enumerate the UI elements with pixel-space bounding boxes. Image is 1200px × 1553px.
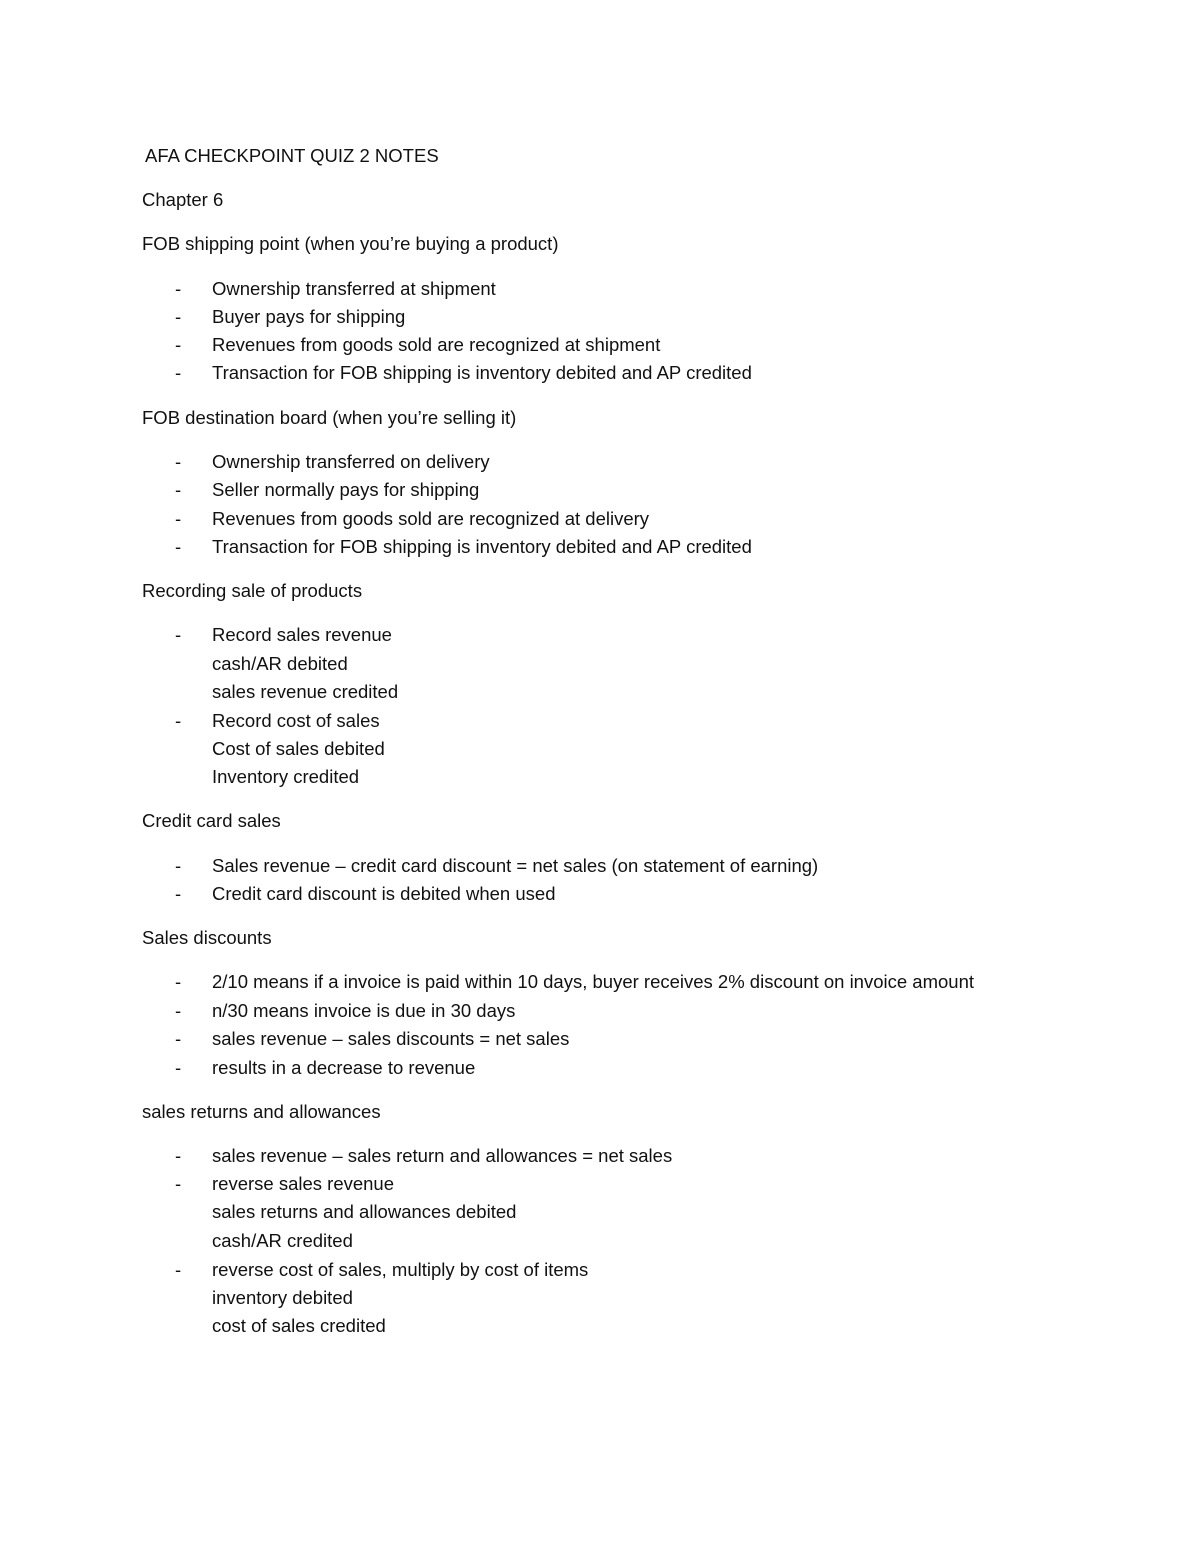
list-item: Transaction for FOB shipping is inventory debited and AP credited bbox=[212, 536, 752, 557]
bullet-dash: - bbox=[175, 1028, 182, 1049]
section-heading-sales-discounts: Sales discounts bbox=[142, 927, 272, 948]
chapter-heading: Chapter 6 bbox=[142, 189, 224, 210]
list-item-continuation: inventory debited bbox=[212, 1287, 353, 1308]
bullet-dash: - bbox=[175, 362, 182, 383]
list-item-continuation: cost of sales credited bbox=[212, 1315, 386, 1336]
bullet-dash: - bbox=[175, 334, 182, 355]
bullet-dash: - bbox=[175, 883, 182, 904]
list-item: Revenues from goods sold are recognized at shipment bbox=[212, 334, 661, 355]
section-heading-credit-card-sales: Credit card sales bbox=[142, 810, 281, 831]
bullet-dash: - bbox=[175, 278, 182, 299]
bullet-dash: - bbox=[175, 1173, 182, 1194]
list-item-continuation: cash/AR debited bbox=[212, 653, 348, 674]
list-item-continuation: Cost of sales debited bbox=[212, 738, 385, 759]
bullet-dash: - bbox=[175, 855, 182, 876]
list-item: sales revenue – sales discounts = net sales bbox=[212, 1028, 570, 1049]
bullet-dash: - bbox=[175, 971, 182, 992]
bullet-dash: - bbox=[175, 536, 182, 557]
list-item: Revenues from goods sold are recognized at delivery bbox=[212, 508, 650, 529]
list-item: Ownership transferred at shipment bbox=[212, 278, 496, 299]
bullet-dash: - bbox=[175, 1145, 182, 1166]
list-item: n/30 means invoice is due in 30 days bbox=[212, 1000, 516, 1021]
bullet-dash: - bbox=[175, 306, 182, 327]
list-item: sales revenue – sales return and allowances = net sales bbox=[212, 1145, 673, 1166]
section-heading-sales-returns: sales returns and allowances bbox=[142, 1101, 381, 1122]
list-item-continuation: sales returns and allowances debited bbox=[212, 1201, 517, 1222]
bullet-dash: - bbox=[175, 508, 182, 529]
document-title: AFA CHECKPOINT QUIZ 2 NOTES bbox=[145, 145, 439, 166]
list-item: Buyer pays for shipping bbox=[212, 306, 406, 327]
list-item: reverse sales revenue bbox=[212, 1173, 395, 1194]
bullet-dash: - bbox=[175, 1000, 182, 1021]
bullet-dash: - bbox=[175, 1057, 182, 1078]
list-item-continuation: cash/AR credited bbox=[212, 1230, 353, 1251]
list-item: Sales revenue – credit card discount = net sales (on statement of earning) bbox=[212, 855, 819, 876]
bullet-dash: - bbox=[175, 451, 182, 472]
list-item: Seller normally pays for shipping bbox=[212, 479, 480, 500]
bullet-dash: - bbox=[175, 710, 182, 731]
list-item: Transaction for FOB shipping is inventory debited and AP credited bbox=[212, 362, 752, 383]
section-heading-fob-destination: FOB destination board (when you’re selling it) bbox=[142, 407, 517, 428]
list-item: Ownership transferred on delivery bbox=[212, 451, 490, 472]
bullet-dash: - bbox=[175, 624, 182, 645]
list-item-continuation: Inventory credited bbox=[212, 766, 360, 787]
bullet-dash: - bbox=[175, 1259, 182, 1280]
list-item: Credit card discount is debited when used bbox=[212, 883, 556, 904]
list-item: Record sales revenue bbox=[212, 624, 392, 645]
list-item: Record cost of sales bbox=[212, 710, 380, 731]
list-item: 2/10 means if a invoice is paid within 10 days, buyer receives 2% discount on invoice amount bbox=[212, 971, 975, 992]
list-item-continuation: sales revenue credited bbox=[212, 681, 399, 702]
section-heading-recording-sale: Recording sale of products bbox=[142, 580, 363, 601]
list-item: reverse cost of sales, multiply by cost of items bbox=[212, 1259, 589, 1280]
list-item: results in a decrease to revenue bbox=[212, 1057, 476, 1078]
section-heading-fob-shipping-point: FOB shipping point (when you’re buying a product) bbox=[142, 233, 559, 254]
bullet-dash: - bbox=[175, 479, 182, 500]
